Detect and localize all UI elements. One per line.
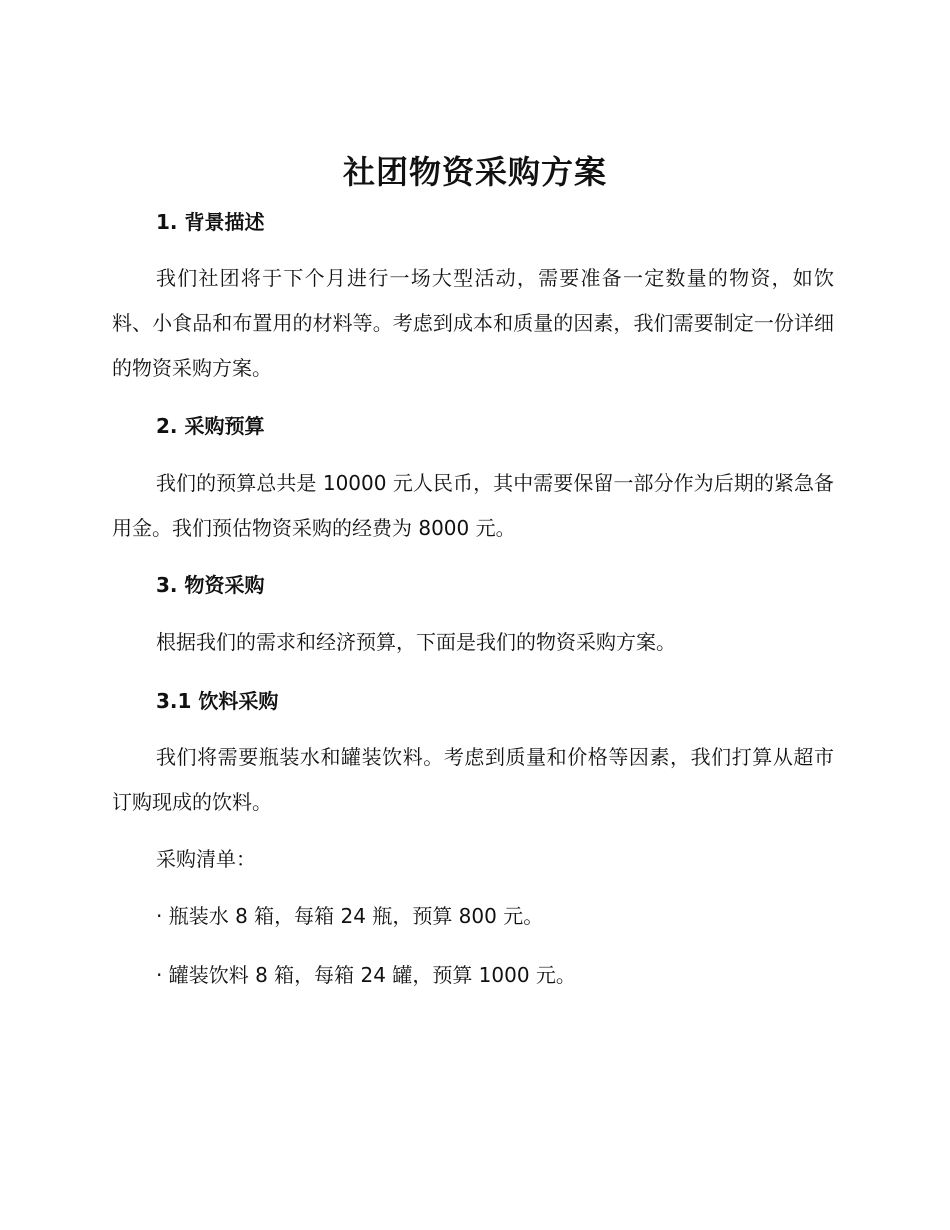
section-heading-procurement: 3. 物资采购 [156, 573, 265, 597]
purchase-list-label: 采购清单： [156, 847, 256, 871]
section-paragraph-drinks: 我们将需要瓶装水和罐装饮料。考虑到质量和价格等因素，我们打算从超市订购现成的饮料。 [112, 745, 834, 814]
section-paragraph-procurement: 根据我们的需求和经济预算，下面是我们的物资采购方案。 [156, 630, 676, 654]
purchase-list-item: · 罐装饮料 8 箱，每箱 24 罐，预算 1000 元。 [156, 963, 576, 987]
document-title: 社团物资采购方案 [342, 153, 607, 191]
section-heading-drinks: 3.1 饮料采购 [156, 689, 279, 713]
section-heading-background: 1. 背景描述 [156, 210, 265, 234]
purchase-list-item: · 瓶装水 8 箱，每箱 24 瓶，预算 800 元。 [156, 904, 544, 928]
section-paragraph-background: 我们社团将于下个月进行一场大型活动，需要准备一定数量的物资，如饮料、小食品和布置用的材料等。考虑到成本和质量的因素，我们需要制定一份详细的物资采购方案。 [112, 266, 834, 380]
section-heading-budget: 2. 采购预算 [156, 414, 265, 438]
section-paragraph-budget: 我们的预算总共是 10000 元人民币，其中需要保留一部分作为后期的紧急备用金。我们预估物资采购的经费为 8000 元。 [112, 471, 834, 540]
